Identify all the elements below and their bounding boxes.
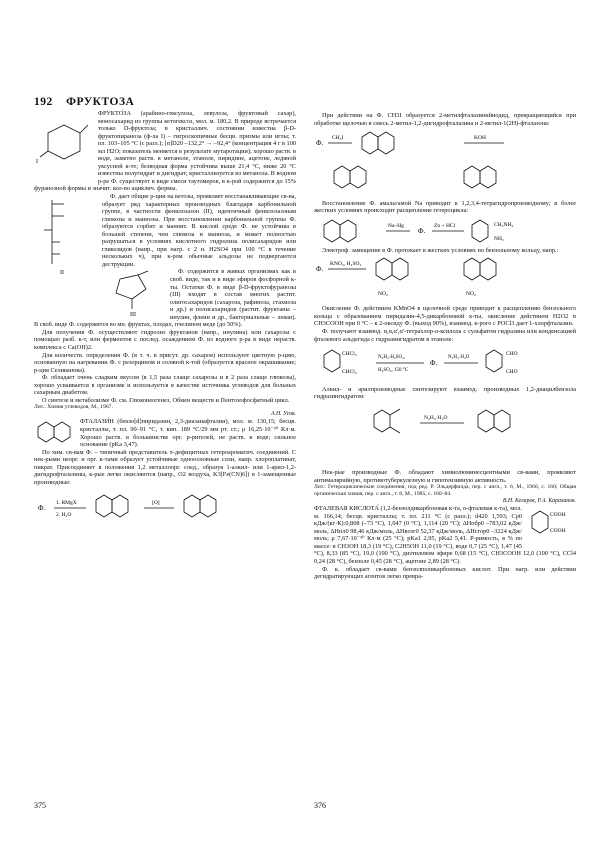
group-chcl2-2: CHCl₂ [342,369,357,376]
bond [80,125,88,133]
ring [200,495,216,517]
structure-II-phenylosazone [34,194,96,276]
ring [334,166,350,188]
bond [138,271,148,275]
ring [378,132,394,154]
benzene-ring [38,422,54,442]
reagent-koh: KOH [474,135,486,142]
reagent-ox: [O] [152,500,160,507]
group-ch2nh2: CH₂NH₂ [494,221,514,228]
article-fructose-p7: О синтезе и метаболизме Ф. см. Глюконеогенез, Обмен веществ и Пентозофосфатный цикл. [42,396,290,404]
group-nh2: NH₂ [494,235,504,242]
header-title: ФРУКТОЗА [66,96,135,108]
group-no2-1: NO₂ [378,290,388,297]
scheme-f-label: Ф. [316,139,324,148]
reagent-znhcl: Zn + HCl [434,222,456,229]
article-phthalic-acid-p2: Ф. к. обладает св-вами бензолполикарбоновых кислот. При нагр. или действии дегидратирующих агентов легко превра- [314,565,576,581]
reagent-kno3: KNO₃, H₂SO₄ [330,260,362,267]
phthalazine-signature: В.Н. Келарев, Р.А. Караханов. [502,497,576,504]
article-phthalazine-p6: Окисление Ф. действием KMnO4 в щелочной среде приводит к расщеплению бензольного кольца с образованием пиридазин-4,5-дикарбоновой к-ты, окисление действием H2O2 в CH3COOH при 0 °С – к 2-оксиду Ф. (выход 90%), взаимод. к-рого с POCl3 дает 1-хлорфталазин. [314,305,576,328]
structure-I-fructopyranose [34,111,92,181]
scheme-synthesis [314,343,576,383]
scheme-diacylbenzene [314,401,576,467]
page-number-left: 375 [34,801,46,810]
ring [324,350,340,372]
group-cooh-1: COOH [550,512,566,519]
scheme-methylation [314,127,576,197]
article-fructose-p5: Для количеств. определения Ф. (в т. ч. в присут. др. сахаров) используют цветную р-цию, основанную на нагревании Ф. с резорцином и соляной к-той (образуется красное окрашивание; р-ция Селиванова). [34,351,296,374]
ring [472,220,488,242]
scheme-f-label-3: Ф. [316,264,324,273]
bond [40,151,48,157]
benzene-ring [532,511,548,533]
label-I: I [36,159,38,165]
reagent-n2h4-2: N₂H₄·H₂O [424,414,448,421]
article-phthalazine-p1: ФТАЛАЗИ́Н (бензо[d]пиридазин, 2,3-диазанафталин), мол. м. 130,15; бесцв. кристаллы, т. пл. 90–91 °С, т. кип. 189 °С/29 мм рт. ст.; μ 16,25·10⁻³⁰ Кл·м. Хорошо раств. в большинстве орг. р-рителей, не раств. в воде; сильное основание (pKa 3,47). [80,418,296,449]
structure-III-fructofuranose [102,269,164,317]
article-phthalic-acid-p1: ФТАЛЕВАЯ КИСЛОТА́ (1,2-бензолдикарбоновая к-та, о-фталевая к-та), мол. м. 166,14; бесцв. кристаллы; т. пл. 211 °С (с разл.); d420 1,593; Cp0 кДж/(кг·К):0,808 (–73 °С), 1,047 (0 °С), 1,114 (20 °С); ΔHобр0 –783,02 кДж/моль, ΔHпл0 98,46 кДж/моль, ΔHвозг0 52,37 кДж/моль, ΔHсгор0 –3224 кДж/моль; μ 7,67·10⁻³⁰ Кл·м (25 °С); pKa1 2,95, pKa2 5,41. Р-римость, в % по массе: в CH3OH 18,3 (19 °С), C2H5OH 11,0 (19 °С), воде 0,7 (25 °С), 1,47 (45 °С), 8,33 (85 °С), 19,0 (100 °С), диэтиловом эфире 0,68 (15 °С), CH3COOH 12,0 (100 °С), CCl4 0,24 (28 °С), бензоле 0,45 (28 °С), ацетоне 2,89 (28 °С). [314,505,576,565]
ring [184,495,200,517]
reagent-h2so4temp: H₂SO₄, 150 °C [378,368,409,374]
phthalic-acid-structure [526,506,576,544]
label-III: III [130,312,136,318]
ring [464,258,480,280]
group-cooh-2: COOH [550,528,566,535]
article-phthalazine-p5: Электроф. замещение в Ф. протекает в жестких условиях по бензольному кольцу, напр.: [322,247,559,255]
page-number-right: 376 [314,801,326,810]
article-fructose-p2: Ф. дает общие р-ции на кетозы, проявляет восстанавливающие св-ва, образует ряд характерных производных благодаря карбонильной группе, в частности фенилозазон (II), идентичный фенилозазонам глюкозы и маннозы. При восстановлении карбонильной группы Ф. образуются сорбит и маннит. В кислой среде Ф. не устойчива в большей степени, чем глюкоза и манноза, и может полностью разрушаться в условиях кислотного гидролиза полисахаридов или гликозидов (напр., при нагр. с 2 н. H2SO4 при 100 °С в течение нескольких ч), при к-ром обычные альдозы не подвергаются деструкции. [102,193,296,268]
fructose-reference: Лит.: Химия углеводов, М., 1967. [34,404,113,411]
article-phthalazine-p9: Нек-рые производные Ф. обладают химиолюминесцентными св-вами, проявляют антималярийную, противотуберкулезную и гипотензивную активность. [314,469,576,484]
article-fructose-p6: Ф. обладает очень сладким вкусом (в 1,5 раза слаще сахарозы и в 2 раза слаще глюкозы), хорошо усваивается в организме и используется в качестве источника углеводов для больных сахарным диабетом. [34,374,296,397]
scheme-grignard-reaction [34,486,296,530]
label-II: II [60,270,64,277]
fructose-signature: А.Н. Усов. [271,410,296,417]
ring [376,258,392,280]
ring [340,220,356,242]
article-phthalazine-p8: Алкил- и арилпроизводные синтезируют взаимод. производных 1,2-диацилбензола гидразингидратом: [314,385,576,401]
reagent-n2h4h2so4: N₂H₄·H₂SO₄, [378,355,406,361]
ring [324,220,340,242]
group-no2-2: NO₂ [466,290,476,297]
article-fructose-p3: Ф. содержится в живых организмах как в своб. виде, так и в виде эфиров фосфорной к-ты. Остатки Ф. в виде β-D-фруктофуранозы (III) входят в состав многих растит. олигосахаридов (сахароза, рафиноза, стахиоза и др.) и полисахаридов (растит. фруктаны – инулин, флеин и др., бактериальные – леван). В своб. виде Ф. содержится во мн. фруктах, плодах, пчелином меде (до 50%). [34,268,296,329]
ring [374,410,390,432]
reagent-ch3i: CH₃I [332,135,344,142]
scheme-f-label: Ф. [38,504,46,513]
scheme-reduction [314,215,576,245]
ring [350,166,366,188]
scheme-f-label-2: Ф. [418,226,426,235]
right-column [314,112,576,581]
ring [480,166,496,188]
group-cho-1: CHO [506,351,518,358]
ring [478,410,494,432]
bond [390,409,400,415]
article-phthalazine-p3: При действии на Ф. CH3I образуется 2-метилфталазинийиодид, превращающийся при обработке щелочью в смесь 2-метил-1,2-дигидрофталазина и 2-метил-1(2Н)-фталазона: [314,112,576,127]
phthalazine-structure [34,419,74,445]
page-header [34,96,134,108]
article-fructose-p1: ФРУКТО́ЗА (арабино-гексулоза, левулоза, фруктовый сахар), моносахарид из группы кетогексоз, мол. м. 180,2. В природе встречается только D-фруктоза; в кристаллич. состоянии известна β-D-фруктопираноза (ф-ла I) – гигроскопичные бесцв. призмы или иглы; т. пл. 103–105 °С (с разл.); [α]D20 –132,2° → –92,4° (концентрация 4 г в 100 мл H2O; показатель меняется в результате мутаротации); хорошо раств. в воде, заметно раств. в метаноле, этаноле, пиридине, ацетоне, ледяной уксусной к-те; безводная форма устойчива выше 21,4 °С, ниже 20 °С известны полугидрат и дигидрат; кристаллизуется из метанола. В водном р-ре Ф. существует в виде смеси таутомеров, в к-рой содержится до 15% фуранозной формы и значит. кол-во ациклич. формы. [34,110,296,193]
scheme-f-label-4: Ф. [430,359,438,368]
pyridazine-ring [54,422,70,442]
ring [362,132,378,154]
ring [494,410,510,432]
article-phthalazine-p7: Ф. получают взаимод. α,α,α',α'-тетрахлор-о-ксилола с сульфатом гидразина или конденсацией фталевого альдегида с гидразингидратом в этаноле: [314,328,576,343]
phthalazine-reference: Лит.: Гетероциклические соединения, под ред. Р. Эльдерфилда, пер. с англ., т. 6, М., 1960, с. 160; Общая органическая химия, пер. с англ., т. 8, М., 1985, с. 160–84. [314,484,576,497]
article-fructose-p4: Для получения Ф. осуществляют гидролиз фруктанов (напр., инулина) или сахарозы с помощью разб. к-т, или ферментов с послед. осаждением Ф. из водного р-ра в виде нераств. комплекса с Ca(OH)2. [34,328,296,351]
header-page-number: 192 [34,96,53,108]
ring [96,495,112,517]
ring [392,258,408,280]
article-phthalazine-p4: Восстановление Ф. амальгамой Na приводит к 1,2,3,4-тетрагидропроизводному; в более жестких условиях происходит расщепление гетероцикла: [314,199,576,215]
ring [464,166,480,188]
article-phthalazine-p2: По хим. св-вам Ф. – типичный представитель π-дефицитных гетероароматич. соединений. С нек-рыми неорг. и орг. к-тами образует устойчивые одноосновные соли, напр. хлороплатинат, пикрат. Присоединяет в положения 1,2 металлоорг. соед., образуя 1-алкил- или 1-арил-1,2-дигидрофталазины, к-рые легко окисляются (напр., O2 воздуха, K3[Fe(CN)6]) в 1-замещенные производные: [34,448,296,486]
group-chcl2-1: CHCl₂ [342,351,357,358]
left-column [34,110,296,533]
ring [486,350,502,372]
reagent-h2o: 2. H₂O [56,512,72,519]
ring [112,495,128,517]
scheme-nitration [314,255,576,303]
reagent-n2h4: N₂H₄·H₂O [448,355,470,361]
ring [480,258,496,280]
bond [390,427,400,433]
group-cho-2: CHO [506,369,518,376]
furanose-ring [116,275,146,299]
reagent-rmgx: 1. RMgX [56,500,77,507]
pyranose-ring [48,125,80,159]
reagent-nahg: Na–Hg [388,222,404,229]
